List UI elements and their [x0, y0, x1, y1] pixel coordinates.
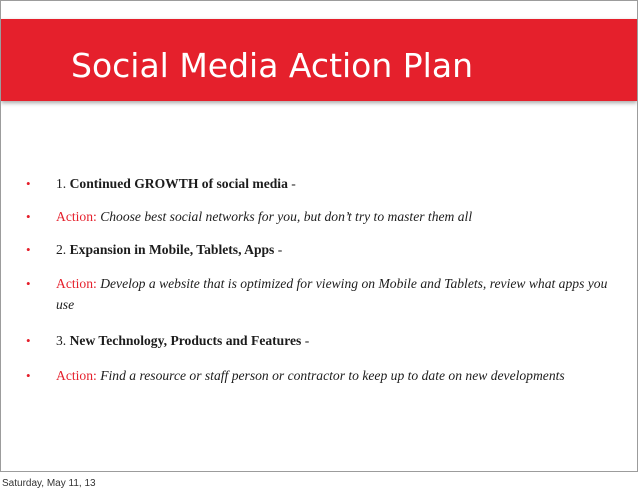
bullet-dot-icon: •: [26, 242, 31, 257]
bullet-text: [56, 239, 616, 260]
bullet-text: [56, 365, 616, 386]
action-label: Action:: [56, 368, 97, 383]
action-label: Action:: [56, 209, 97, 224]
bullet-text: [56, 330, 616, 351]
bullet-dot-icon: •: [26, 209, 31, 224]
bullet-number: 3.: [56, 333, 67, 348]
action-text: Develop a website that is optimized for viewing on Mobile and Tablets, review what apps you use: [56, 276, 608, 312]
bullet-item-3: [26, 239, 616, 260]
bullet-item-4: [26, 273, 616, 315]
bullet-dot-icon: •: [26, 276, 31, 291]
action-text: Choose best social networks for you, but don’t try to master them all: [100, 209, 473, 224]
bullet-item-1: [26, 173, 616, 194]
bullet-heading: New Technology, Products and Features: [69, 333, 302, 348]
bullet-number: 1.: [56, 176, 67, 191]
bullet-suffix: -: [274, 242, 283, 257]
bullet-text: [56, 173, 616, 194]
footer-date: Saturday, May 11, 13: [2, 478, 96, 489]
slide-title: Social Media Action Plan: [71, 46, 473, 85]
bullet-text: [56, 206, 616, 227]
bullet-dot-icon: •: [26, 368, 31, 383]
bullet-text: [56, 273, 616, 315]
bullet-suffix: -: [287, 176, 296, 191]
bullet-suffix: -: [301, 333, 310, 348]
bullet-item-5: [26, 330, 616, 351]
bullet-dot-icon: •: [26, 333, 31, 348]
bullet-item-2: [26, 206, 616, 227]
action-text: Find a resource or staff person or contractor to keep up to date on new developments: [100, 368, 565, 383]
action-label: Action:: [56, 276, 97, 291]
bullet-number: 2.: [56, 242, 67, 257]
bullet-heading: Continued GROWTH of social media: [69, 176, 288, 191]
bullet-heading: Expansion in Mobile, Tablets, Apps: [69, 242, 275, 257]
bullet-dot-icon: •: [26, 176, 31, 191]
bullet-item-6: [26, 365, 616, 386]
